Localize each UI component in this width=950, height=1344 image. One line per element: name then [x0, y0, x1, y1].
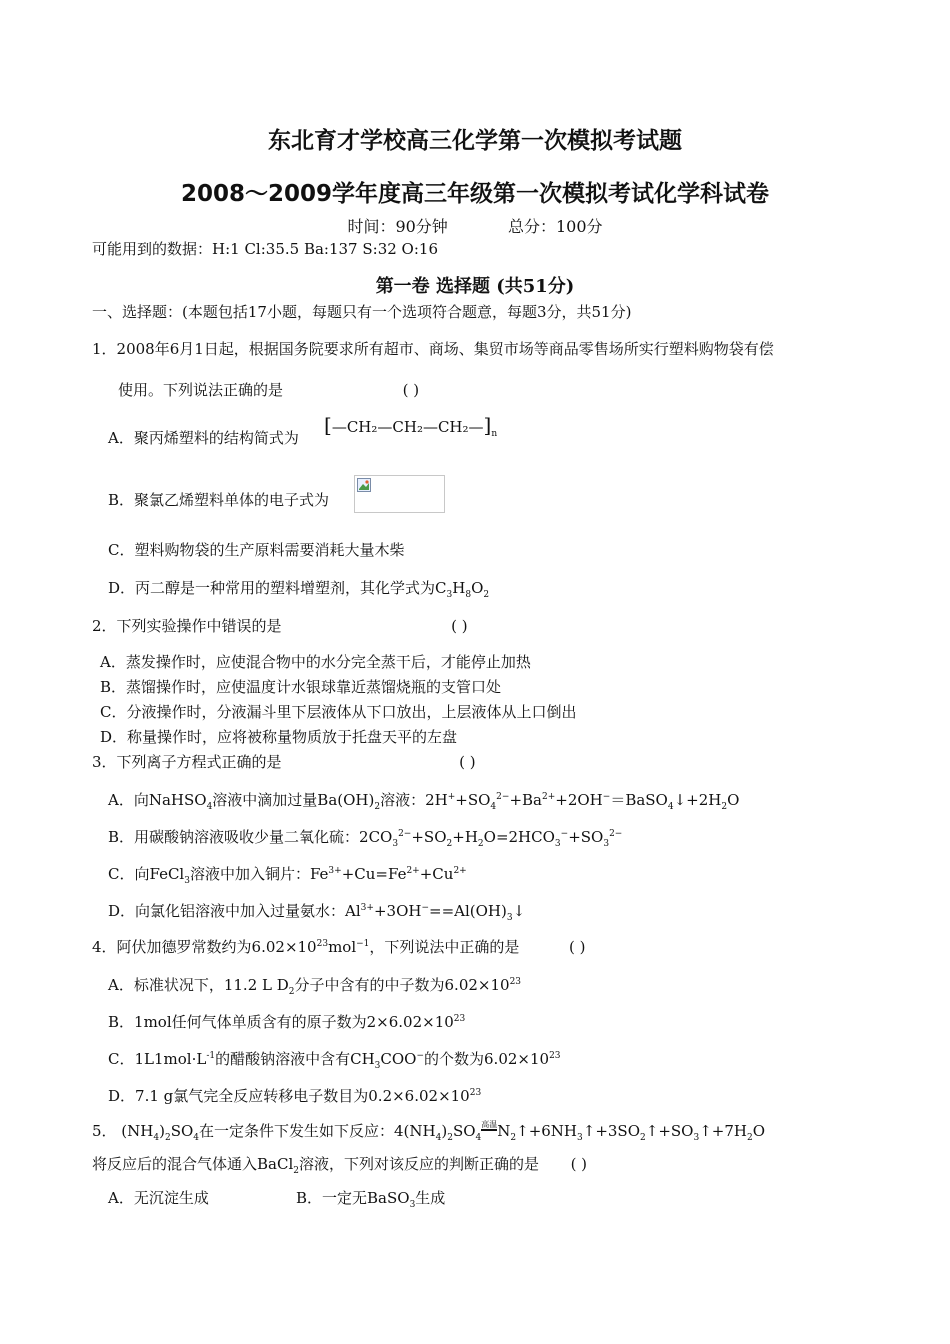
sub: 3	[693, 1133, 700, 1143]
section-intro: 一、选择题：(本题包括17小题，每题只有一个选项符合题意，每题3分，共51分)	[92, 303, 632, 321]
electron-formula-image	[354, 475, 445, 513]
t: 生成	[415, 1189, 446, 1207]
q3-answer-paren: ( )	[459, 753, 476, 771]
t: 溶液，下列对该反应的判断正确的是	[298, 1155, 539, 1173]
t: 的醋酸钠溶液中含有CH	[215, 1050, 375, 1068]
q2-option-b: B．蒸馏操作时，应使温度计水银球靠近蒸馏烧瓶的支管口处	[100, 678, 502, 696]
q4-answer-paren: ( )	[568, 938, 586, 956]
q1-option-a-formula: $[—CH_2—CH_2—CH_2—]_n$	[324, 413, 498, 439]
t: 溶液中加入铜片：Fe	[189, 865, 329, 883]
sup: −	[602, 792, 611, 802]
t: +3OH	[373, 902, 422, 920]
sup: 23	[453, 1014, 466, 1024]
q1-d-o: O	[471, 579, 484, 597]
polymer-n: n	[491, 429, 498, 439]
exam-meta	[0, 214, 950, 237]
sup: −	[421, 903, 429, 913]
sub: 2	[293, 1166, 299, 1176]
q3-option-b	[108, 827, 622, 847]
q4-stem	[92, 937, 585, 957]
t: B．用碳酸钠溶液吸收少量二氧化硫：2CO	[108, 828, 393, 846]
t: +Cu	[419, 865, 454, 883]
sub: 4	[153, 1133, 160, 1143]
sub: 3	[603, 839, 610, 849]
t: O	[727, 791, 740, 809]
q5-answer-paren: ( )	[570, 1155, 588, 1173]
sup: 2−	[609, 829, 623, 839]
sub: 3	[506, 913, 513, 923]
t: SO	[170, 1122, 194, 1140]
sup: 3+	[328, 866, 342, 876]
t: 在一定条件下发生如下反应：4(NH	[199, 1122, 436, 1140]
sup: −1	[356, 939, 370, 949]
t: SO	[452, 1122, 476, 1140]
sub: 3	[446, 590, 453, 600]
sub: 4	[435, 1133, 442, 1143]
t: D．向氯化铝溶液中加入过量氨水：Al	[108, 902, 361, 920]
sub: 8	[465, 590, 472, 600]
sub: 3	[392, 839, 399, 849]
sup: 3+	[360, 903, 374, 913]
t: +Ba	[509, 791, 542, 809]
q2-option-a: A．蒸发操作时，应使混合物中的水分完全蒸干后，才能停止加热	[100, 653, 531, 671]
polymer-formula: —CH₂—CH₂—CH₂—	[331, 418, 484, 436]
sub: 2	[510, 1133, 517, 1143]
t: 分子中含有的中子数为6.02×10	[294, 976, 510, 994]
q5-option-a: A．无沉淀生成	[108, 1189, 209, 1207]
sub: 2	[447, 1133, 453, 1143]
sup: 2+	[453, 866, 467, 876]
q1-option-d	[108, 578, 489, 598]
q1-d-h: H	[452, 579, 466, 597]
q4-option-d	[108, 1086, 481, 1106]
sup: −	[560, 829, 569, 839]
sub: 4	[193, 1133, 200, 1143]
t: ↑+6NH	[516, 1122, 578, 1140]
t: 溶液中滴加过量Ba(OH)	[212, 791, 375, 809]
t: ↑+3SO	[582, 1122, 641, 1140]
q2-stem	[92, 616, 468, 636]
t: ↑+7H	[699, 1122, 747, 1140]
sub: 2	[483, 590, 490, 600]
sub: 3	[374, 1061, 381, 1071]
t: ↓	[512, 902, 526, 920]
t: B．1mol任何气体单质含有的原子数为2×6.02×10	[108, 1013, 454, 1031]
q2-stem-text: 2．下列实验操作中错误的是	[92, 617, 282, 635]
q1-answer-paren: ( )	[402, 381, 420, 399]
t: ↓+2H	[673, 791, 722, 809]
q2-option-d: D．称量操作时，应将被称量物质放于托盘天平的左盘	[100, 728, 458, 746]
t: B．一定无BaSO	[296, 1189, 410, 1207]
t: +SO	[455, 791, 491, 809]
sup: 23	[316, 939, 329, 949]
sub: 4	[667, 802, 674, 812]
sub: 4	[206, 802, 213, 812]
q1-option-a-text: A．聚丙烯塑料的结构简式为	[108, 429, 299, 447]
sub: 2	[721, 802, 728, 812]
sub: 3	[577, 1133, 583, 1143]
sub: 3	[554, 839, 561, 849]
q2-option-c: C．分液操作时，分液漏斗里下层液体从下口放出，上层液体从上口倒出	[100, 703, 577, 721]
t: +H	[452, 828, 478, 846]
t: C．1L1mol·L	[108, 1050, 207, 1068]
q3-option-a	[108, 790, 739, 810]
sub: 4	[490, 802, 497, 812]
t: C．向FeCl	[108, 865, 185, 883]
t: ＝BaSO	[610, 791, 668, 809]
exam-title: 东北育才学校高三化学第一次模拟考试题	[268, 128, 682, 154]
t: O	[752, 1122, 766, 1140]
exam-subtitle: 2008～2009学年度高三年级第一次模拟考试化学科试卷	[180, 181, 770, 207]
t: +SO	[568, 828, 604, 846]
t: N	[497, 1122, 511, 1140]
sub: 2	[288, 987, 295, 997]
t: mol	[328, 938, 357, 956]
q4-option-c	[108, 1049, 561, 1069]
t: 5． (NH	[92, 1122, 154, 1140]
sup: 23	[549, 1051, 561, 1061]
t: A．标准状况下，11.2 L D	[108, 976, 289, 994]
sup: 23	[469, 1088, 482, 1098]
t: O=2HCO	[483, 828, 555, 846]
sub: 2	[477, 839, 484, 849]
t: 4．阿伏加德罗常数约为6.02×10	[92, 938, 317, 956]
q4-option-a	[108, 975, 521, 995]
t: )	[159, 1122, 165, 1140]
sub: 4	[475, 1133, 482, 1143]
sub: 2	[374, 802, 381, 812]
q1-stem-line1: 1．2008年6月1日起，根据国务院要求所有超市、商场、集贸市场等商品零售场所实行塑料购物袋有偿	[92, 340, 774, 358]
sup: -1	[206, 1051, 216, 1061]
q1-stem-text: 使用。下列说法正确的是	[118, 381, 284, 399]
q3-stem-text: 3．下列离子方程式正确的是	[92, 753, 282, 771]
q4-option-b	[108, 1012, 465, 1032]
section-title: 第一卷 选择题 (共51分)	[375, 276, 575, 297]
exam-time: 时间：90分钟	[347, 217, 448, 236]
q1-d-text: D．丙二醇是一种常用的塑料增塑剂，其化学式为C	[108, 579, 447, 597]
q3-option-d	[108, 901, 525, 921]
sub: 2	[746, 1133, 753, 1143]
q5-stem-line2	[92, 1154, 587, 1174]
sub: 2	[164, 1133, 171, 1143]
t: +Cu=Fe	[341, 865, 407, 883]
q5-option-b	[296, 1188, 445, 1208]
t: +2OH	[555, 791, 603, 809]
q1-option-b-text: B．聚氯乙烯塑料单体的电子式为	[108, 491, 330, 509]
sup: 2+	[541, 792, 556, 802]
q5-stem	[92, 1121, 765, 1141]
sub: 3	[409, 1200, 416, 1210]
t: ↑+SO	[645, 1122, 694, 1140]
sup: 23	[509, 977, 522, 987]
sup: −	[416, 1051, 425, 1061]
t: 溶液：2H	[380, 791, 448, 809]
q3-option-c	[108, 864, 467, 884]
t: )	[441, 1122, 448, 1140]
t: 将反应后的混合气体通入BaCl	[92, 1155, 294, 1173]
t: COO	[380, 1050, 417, 1068]
q1-option-b	[108, 490, 329, 510]
q3-stem	[92, 752, 476, 772]
t: 的个数为6.02×10	[424, 1050, 550, 1068]
sup: 2−	[496, 792, 510, 802]
q1-option-c: C．塑料购物袋的生产原料需要消耗大量木柴	[108, 541, 405, 559]
exam-score: 总分：100分	[508, 217, 603, 236]
sup: 2+	[406, 866, 420, 876]
q1-option-a	[108, 428, 299, 448]
sup: 2−	[398, 829, 412, 839]
t: ==Al(OH)	[429, 902, 507, 920]
t: A．向NaHSO	[108, 791, 207, 809]
t: D．7.1 g氯气完全反应转移电子数目为0.2×6.02×10	[108, 1087, 470, 1105]
t: ，下列说法中正确的是	[369, 938, 520, 956]
sub: 2	[446, 839, 453, 849]
sup: +	[447, 792, 456, 802]
sub: 3	[184, 876, 190, 886]
broken-image-icon	[357, 478, 371, 492]
t: +SO	[411, 828, 447, 846]
q2-answer-paren: ( )	[451, 617, 468, 635]
reaction-condition: 高温	[481, 1120, 498, 1129]
atomic-masses: 可能用到的数据：H:1 Cl:35.5 Ba:137 S:32 O:16	[92, 240, 438, 258]
sub: 2	[640, 1133, 646, 1143]
q1-stem-line2	[118, 380, 419, 400]
